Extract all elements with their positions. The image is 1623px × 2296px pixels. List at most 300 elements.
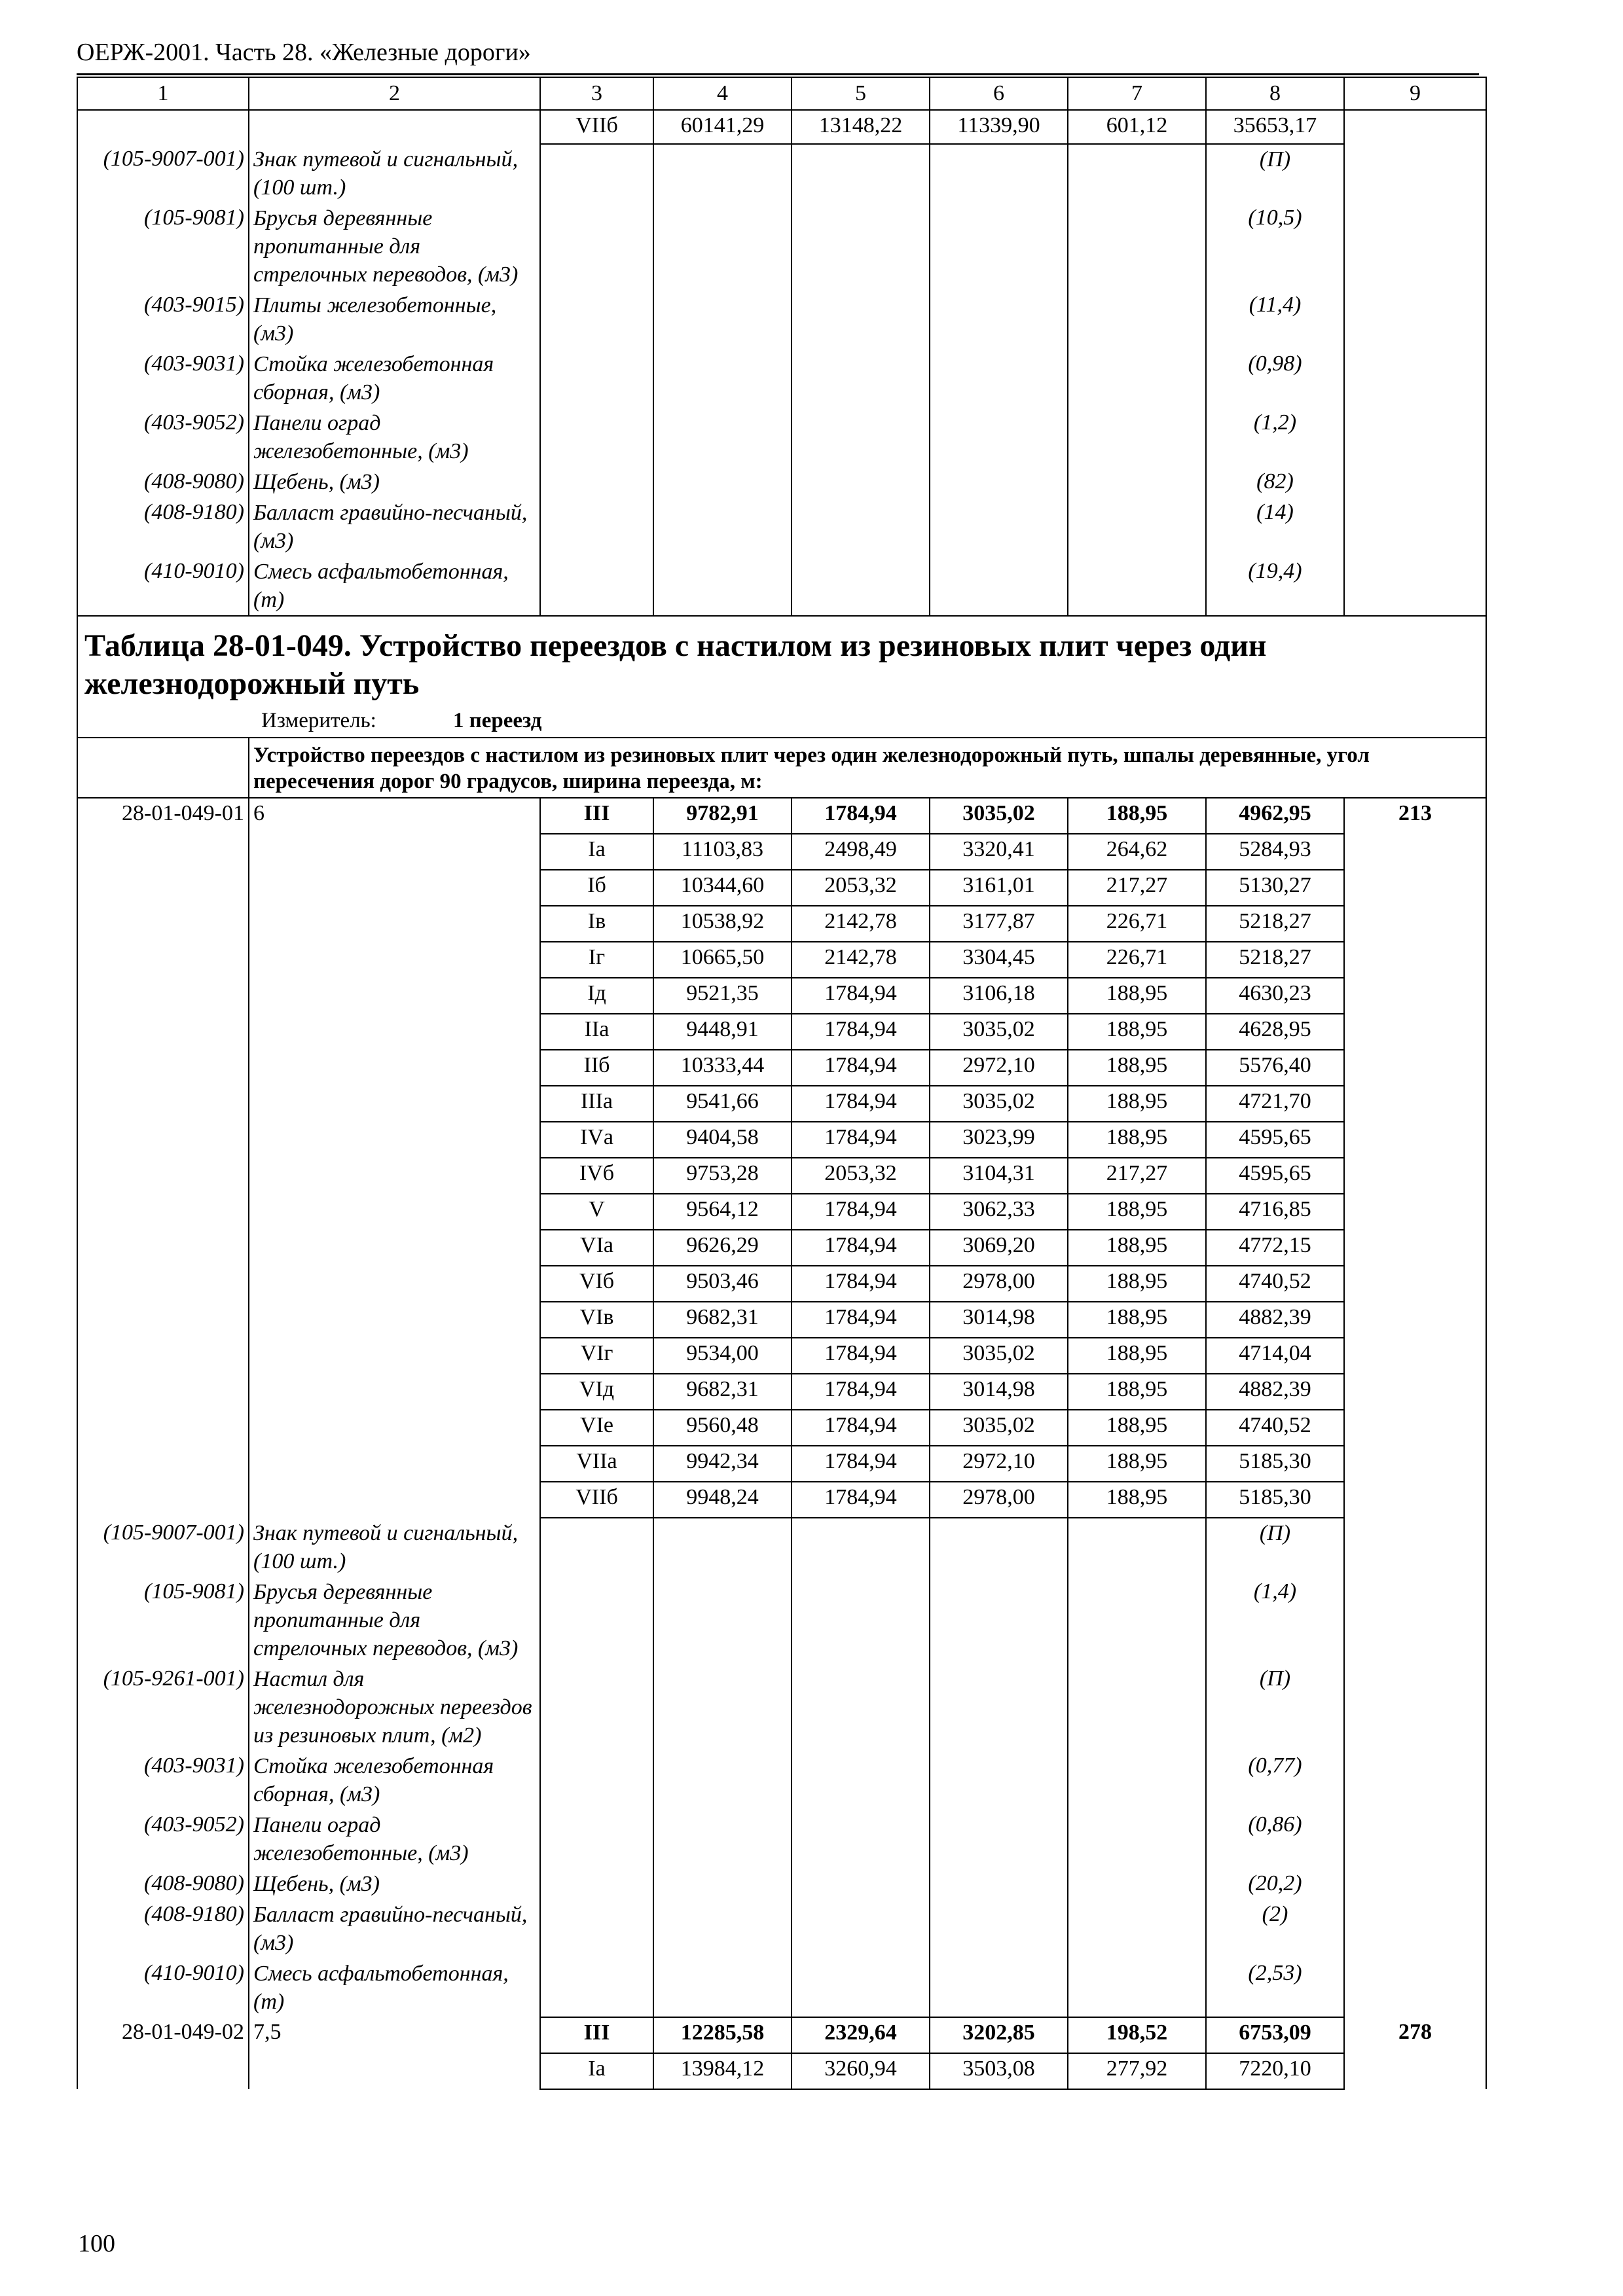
resource-code: (105-9007-001) xyxy=(77,144,249,203)
empty-cell xyxy=(77,2053,249,2089)
resource-row xyxy=(77,408,1486,467)
empty-cell xyxy=(1344,1869,1486,1899)
empty-cell xyxy=(1344,1899,1486,1958)
page-header: ОЕРЖ-2001. Часть 28. «Железные дороги» xyxy=(77,39,531,66)
labor-wages: 1784,94 xyxy=(792,1050,930,1086)
labor-hours: 278 xyxy=(1344,2017,1486,2053)
resource-quantity: (14) xyxy=(1206,497,1344,556)
machine-costs: 3035,02 xyxy=(930,1410,1068,1446)
labor-wages: 1784,94 xyxy=(792,1122,930,1158)
labor-wages: 1784,94 xyxy=(792,1230,930,1266)
resource-quantity: (0,77) xyxy=(1206,1751,1344,1810)
labor-wages: 1784,94 xyxy=(792,1266,930,1302)
direct-costs: 11103,83 xyxy=(653,834,792,870)
empty-cell xyxy=(930,497,1068,556)
labor-wages: 1784,94 xyxy=(792,1482,930,1518)
material-costs: 5218,27 xyxy=(1206,942,1344,978)
resource-name: Щебень, (м3) xyxy=(249,1869,540,1899)
direct-costs: 12285,58 xyxy=(653,2017,792,2053)
price-row xyxy=(77,2053,1486,2089)
empty-cell xyxy=(249,1410,540,1446)
resource-name: Стойка железобетонная сборная, (м3) xyxy=(249,349,540,408)
price-row xyxy=(77,1482,1486,1518)
empty-cell xyxy=(77,1266,249,1302)
direct-costs: 13984,12 xyxy=(653,2053,792,2089)
material-costs: 6753,09 xyxy=(1206,2017,1344,2053)
empty-cell xyxy=(540,1518,653,1577)
machinist-wages: 188,95 xyxy=(1068,1410,1206,1446)
empty-cell xyxy=(930,1869,1068,1899)
resource-row xyxy=(77,349,1486,408)
material-costs: 35653,17 xyxy=(1206,110,1344,144)
empty-cell xyxy=(1068,408,1206,467)
direct-costs: 9448,91 xyxy=(653,1014,792,1050)
machine-costs: 11339,90 xyxy=(930,110,1068,144)
empty-cell xyxy=(540,408,653,467)
machinist-wages: 188,95 xyxy=(1068,1122,1206,1158)
empty-cell xyxy=(1344,1751,1486,1810)
empty-cell xyxy=(1344,1577,1486,1664)
column-number: 4 xyxy=(653,77,792,110)
empty-cell xyxy=(930,1518,1068,1577)
resource-quantity: (82) xyxy=(1206,467,1344,497)
empty-cell xyxy=(1344,1230,1486,1266)
labor-wages: 2142,78 xyxy=(792,942,930,978)
material-costs: 5284,93 xyxy=(1206,834,1344,870)
empty-cell xyxy=(540,349,653,408)
empty-cell xyxy=(1068,349,1206,408)
empty-cell xyxy=(1344,978,1486,1014)
empty-cell xyxy=(249,978,540,1014)
empty-cell xyxy=(1344,1958,1486,2017)
labor-wages: 1784,94 xyxy=(792,1086,930,1122)
machinist-wages: 226,71 xyxy=(1068,942,1206,978)
labor-wages: 1784,94 xyxy=(792,1194,930,1230)
empty-cell xyxy=(930,144,1068,203)
machine-costs: 3106,18 xyxy=(930,978,1068,1014)
labor-wages: 1784,94 xyxy=(792,1410,930,1446)
empty-cell xyxy=(1068,1958,1206,2017)
empty-cell xyxy=(930,1958,1068,2017)
territorial-zone: V xyxy=(540,1194,653,1230)
empty-cell xyxy=(1344,1410,1486,1446)
machinist-wages: 188,95 xyxy=(1068,1374,1206,1410)
empty-cell xyxy=(249,870,540,906)
labor-wages: 1784,94 xyxy=(792,798,930,834)
empty-cell xyxy=(249,1374,540,1410)
table-title-block xyxy=(77,616,1486,738)
resource-row xyxy=(77,467,1486,497)
price-row xyxy=(77,2017,1486,2053)
territorial-zone: VIIб xyxy=(540,1482,653,1518)
empty-cell xyxy=(1344,110,1486,144)
direct-costs: 10333,44 xyxy=(653,1050,792,1086)
empty-cell xyxy=(792,1810,930,1869)
empty-cell xyxy=(1344,203,1486,290)
empty-cell xyxy=(1344,1158,1486,1194)
territorial-zone: VIг xyxy=(540,1338,653,1374)
empty-cell xyxy=(1344,1664,1486,1751)
empty-cell xyxy=(1344,1122,1486,1158)
price-row xyxy=(77,1158,1486,1194)
empty-cell xyxy=(653,497,792,556)
direct-costs: 9682,31 xyxy=(653,1302,792,1338)
empty-cell xyxy=(930,203,1068,290)
resource-name: Знак путевой и сигнальный, (100 шт.) xyxy=(249,144,540,203)
table-title: Таблица 28-01-049. Устройство переездов с настилом из резиновых плит через один железнодорожный путь xyxy=(84,628,1267,701)
price-row xyxy=(77,1338,1486,1374)
resource-row xyxy=(77,1810,1486,1869)
machinist-wages: 188,95 xyxy=(1068,1302,1206,1338)
price-row xyxy=(77,1446,1486,1482)
labor-wages: 2053,32 xyxy=(792,870,930,906)
empty-cell xyxy=(540,144,653,203)
empty-cell xyxy=(77,1086,249,1122)
machinist-wages: 188,95 xyxy=(1068,1230,1206,1266)
labor-wages: 1784,94 xyxy=(792,978,930,1014)
machinist-wages: 188,95 xyxy=(1068,1446,1206,1482)
direct-costs: 9942,34 xyxy=(653,1446,792,1482)
territorial-zone: VIд xyxy=(540,1374,653,1410)
territorial-zone: Iг xyxy=(540,942,653,978)
empty-cell xyxy=(792,497,930,556)
empty-cell xyxy=(1068,1810,1206,1869)
empty-cell xyxy=(792,1869,930,1899)
rate-code: 28-01-049-01 xyxy=(77,798,249,834)
machine-costs: 3035,02 xyxy=(930,1086,1068,1122)
empty-cell xyxy=(930,556,1068,616)
empty-cell xyxy=(77,1230,249,1266)
empty-cell xyxy=(1344,467,1486,497)
empty-cell xyxy=(792,349,930,408)
empty-cell xyxy=(77,870,249,906)
empty-cell xyxy=(1068,290,1206,349)
column-number: 9 xyxy=(1344,77,1486,110)
resource-code: (403-9031) xyxy=(77,349,249,408)
empty-cell xyxy=(1344,1302,1486,1338)
resource-code: (408-9080) xyxy=(77,467,249,497)
empty-cell xyxy=(77,834,249,870)
machinist-wages: 188,95 xyxy=(1068,1014,1206,1050)
resource-code: (105-9007-001) xyxy=(77,1518,249,1577)
empty-cell xyxy=(77,1194,249,1230)
empty-cell xyxy=(77,738,249,798)
machinist-wages: 198,52 xyxy=(1068,2017,1206,2053)
empty-cell xyxy=(653,467,792,497)
empty-cell xyxy=(653,1810,792,1869)
empty-cell xyxy=(792,1577,930,1664)
resource-quantity: (П) xyxy=(1206,1664,1344,1751)
empty-cell xyxy=(792,408,930,467)
resource-row xyxy=(77,1899,1486,1958)
resource-code: (410-9010) xyxy=(77,1958,249,2017)
territorial-zone: VIIб xyxy=(540,110,653,144)
machinist-wages: 188,95 xyxy=(1068,1266,1206,1302)
empty-cell xyxy=(792,467,930,497)
empty-cell xyxy=(77,1158,249,1194)
empty-cell xyxy=(792,1664,930,1751)
empty-cell xyxy=(249,1050,540,1086)
territorial-zone: IIб xyxy=(540,1050,653,1086)
territorial-zone: VIе xyxy=(540,1410,653,1446)
empty-cell xyxy=(792,1518,930,1577)
empty-cell xyxy=(1344,1446,1486,1482)
column-number: 6 xyxy=(930,77,1068,110)
empty-cell xyxy=(930,1577,1068,1664)
column-number: 3 xyxy=(540,77,653,110)
empty-cell xyxy=(930,349,1068,408)
machine-costs: 3304,45 xyxy=(930,942,1068,978)
resource-row xyxy=(77,290,1486,349)
price-row xyxy=(77,1194,1486,1230)
empty-cell xyxy=(1068,1577,1206,1664)
resource-quantity: (19,4) xyxy=(1206,556,1344,616)
resource-name: Балласт гравийно-песчаный, (м3) xyxy=(249,1899,540,1958)
machine-costs: 2978,00 xyxy=(930,1482,1068,1518)
machinist-wages: 601,12 xyxy=(1068,110,1206,144)
material-costs: 4772,15 xyxy=(1206,1230,1344,1266)
empty-cell xyxy=(77,1122,249,1158)
price-row xyxy=(77,1014,1486,1050)
price-row xyxy=(77,1086,1486,1122)
price-row xyxy=(77,798,1486,834)
empty-cell xyxy=(653,349,792,408)
material-costs: 4721,70 xyxy=(1206,1086,1344,1122)
machinist-wages: 277,92 xyxy=(1068,2053,1206,2089)
empty-cell xyxy=(1068,1751,1206,1810)
empty-cell xyxy=(1344,1266,1486,1302)
resource-row xyxy=(77,1958,1486,2017)
material-costs: 5576,40 xyxy=(1206,1050,1344,1086)
machinist-wages: 188,95 xyxy=(1068,798,1206,834)
territorial-zone: III xyxy=(540,2017,653,2053)
machine-costs: 3069,20 xyxy=(930,1230,1068,1266)
empty-cell xyxy=(1344,1374,1486,1410)
territorial-zone: IVб xyxy=(540,1158,653,1194)
machine-costs: 2972,10 xyxy=(930,1446,1068,1482)
empty-cell xyxy=(1344,1338,1486,1374)
empty-cell xyxy=(653,1869,792,1899)
material-costs: 5185,30 xyxy=(1206,1482,1344,1518)
empty-cell xyxy=(249,1446,540,1482)
empty-cell xyxy=(249,110,540,144)
material-costs: 4962,95 xyxy=(1206,798,1344,834)
empty-cell xyxy=(653,1899,792,1958)
resource-quantity: (10,5) xyxy=(1206,203,1344,290)
empty-cell xyxy=(1068,1664,1206,1751)
empty-cell xyxy=(1344,1518,1486,1577)
resource-row xyxy=(77,203,1486,290)
machine-costs: 3035,02 xyxy=(930,1338,1068,1374)
empty-cell xyxy=(77,1446,249,1482)
empty-cell xyxy=(930,290,1068,349)
machine-costs: 3035,02 xyxy=(930,1014,1068,1050)
territorial-zone: Iа xyxy=(540,2053,653,2089)
empty-cell xyxy=(249,1338,540,1374)
empty-cell xyxy=(1344,1050,1486,1086)
empty-cell xyxy=(249,1158,540,1194)
resource-row xyxy=(77,1751,1486,1810)
resource-code: (105-9081) xyxy=(77,203,249,290)
resource-quantity: (П) xyxy=(1206,144,1344,203)
territorial-zone: IIа xyxy=(540,1014,653,1050)
direct-costs: 9682,31 xyxy=(653,1374,792,1410)
material-costs: 4595,65 xyxy=(1206,1158,1344,1194)
labor-hours: 213 xyxy=(1344,798,1486,834)
empty-cell xyxy=(930,1751,1068,1810)
machine-costs: 3023,99 xyxy=(930,1122,1068,1158)
material-costs: 4630,23 xyxy=(1206,978,1344,1014)
machine-costs: 3104,31 xyxy=(930,1158,1068,1194)
column-number: 5 xyxy=(792,77,930,110)
rates-table xyxy=(77,77,1487,2090)
machine-costs: 3161,01 xyxy=(930,870,1068,906)
labor-wages: 1784,94 xyxy=(792,1014,930,1050)
empty-cell xyxy=(1344,144,1486,203)
empty-cell xyxy=(249,1230,540,1266)
empty-cell xyxy=(77,1482,249,1518)
rate-code: 28-01-049-02 xyxy=(77,2017,249,2053)
resource-row xyxy=(77,1518,1486,1577)
empty-cell xyxy=(1344,1014,1486,1050)
machine-costs: 3177,87 xyxy=(930,906,1068,942)
territorial-zone: IVа xyxy=(540,1122,653,1158)
empty-cell xyxy=(540,497,653,556)
resource-name: Панели оград железобетонные, (м3) xyxy=(249,1810,540,1869)
empty-cell xyxy=(1344,408,1486,467)
machinist-wages: 226,71 xyxy=(1068,906,1206,942)
empty-cell xyxy=(930,1899,1068,1958)
empty-cell xyxy=(77,942,249,978)
machinist-wages: 217,27 xyxy=(1068,1158,1206,1194)
empty-cell xyxy=(653,1577,792,1664)
resource-quantity: (2,53) xyxy=(1206,1958,1344,2017)
direct-costs: 10344,60 xyxy=(653,870,792,906)
price-row xyxy=(77,1410,1486,1446)
territorial-zone: VIа xyxy=(540,1230,653,1266)
resource-code: (408-9080) xyxy=(77,1869,249,1899)
material-costs: 4882,39 xyxy=(1206,1374,1344,1410)
empty-cell xyxy=(540,203,653,290)
direct-costs: 9560,48 xyxy=(653,1410,792,1446)
empty-cell xyxy=(792,556,930,616)
empty-cell xyxy=(653,1751,792,1810)
page-number: 100 xyxy=(78,2230,115,2257)
resource-name: Брусья деревянные пропитанные для стрелочных переводов, (м3) xyxy=(249,203,540,290)
empty-cell xyxy=(249,834,540,870)
direct-costs: 9782,91 xyxy=(653,798,792,834)
resource-quantity: (11,4) xyxy=(1206,290,1344,349)
resource-name: Смесь асфальтобетонная, (т) xyxy=(249,1958,540,2017)
empty-cell xyxy=(249,2053,540,2089)
machinist-wages: 188,95 xyxy=(1068,1050,1206,1086)
work-description: Устройство переездов с настилом из резиновых плит через один железнодорожный путь, шпалы деревянные, угол пересечения дорог 90 градусов, ширина переезда, м: xyxy=(249,738,1486,798)
machine-costs: 3035,02 xyxy=(930,798,1068,834)
empty-cell xyxy=(930,1810,1068,1869)
machinist-wages: 188,95 xyxy=(1068,978,1206,1014)
territorial-zone: VIв xyxy=(540,1302,653,1338)
resource-quantity: (П) xyxy=(1206,1518,1344,1577)
resource-row xyxy=(77,144,1486,203)
labor-wages: 1784,94 xyxy=(792,1446,930,1482)
price-row xyxy=(77,870,1486,906)
labor-wages: 2053,32 xyxy=(792,1158,930,1194)
machinist-wages: 188,95 xyxy=(1068,1482,1206,1518)
price-row xyxy=(77,1374,1486,1410)
empty-cell xyxy=(792,1899,930,1958)
empty-cell xyxy=(540,1664,653,1751)
empty-cell xyxy=(1068,467,1206,497)
direct-costs: 9534,00 xyxy=(653,1338,792,1374)
machine-costs: 3062,33 xyxy=(930,1194,1068,1230)
empty-cell xyxy=(653,1958,792,2017)
resource-code: (105-9081) xyxy=(77,1577,249,1664)
empty-cell xyxy=(653,556,792,616)
empty-cell xyxy=(1344,1482,1486,1518)
labor-wages: 1784,94 xyxy=(792,1302,930,1338)
table-title-row xyxy=(77,616,1486,738)
resource-name: Балласт гравийно-песчаный, (м3) xyxy=(249,497,540,556)
material-costs: 4595,65 xyxy=(1206,1122,1344,1158)
empty-cell xyxy=(653,1664,792,1751)
material-costs: 7220,10 xyxy=(1206,2053,1344,2089)
empty-cell xyxy=(77,978,249,1014)
empty-cell xyxy=(77,1338,249,1374)
resource-quantity: (20,2) xyxy=(1206,1869,1344,1899)
empty-cell xyxy=(540,1810,653,1869)
price-row xyxy=(77,834,1486,870)
labor-wages: 13148,22 xyxy=(792,110,930,144)
price-row xyxy=(77,1302,1486,1338)
column-number: 1 xyxy=(77,77,249,110)
resource-name: Панели оград железобетонные, (м3) xyxy=(249,408,540,467)
price-row xyxy=(77,1266,1486,1302)
resource-name: Щебень, (м3) xyxy=(249,467,540,497)
empty-cell xyxy=(1344,1086,1486,1122)
empty-cell xyxy=(1068,556,1206,616)
empty-cell xyxy=(77,1374,249,1410)
machine-costs: 3202,85 xyxy=(930,2017,1068,2053)
price-row xyxy=(77,942,1486,978)
empty-cell xyxy=(249,906,540,942)
empty-cell xyxy=(1068,144,1206,203)
empty-cell xyxy=(77,1302,249,1338)
empty-cell xyxy=(1344,497,1486,556)
empty-cell xyxy=(77,1014,249,1050)
resource-code: (408-9180) xyxy=(77,1899,249,1958)
material-costs: 5218,27 xyxy=(1206,906,1344,942)
resource-row xyxy=(77,497,1486,556)
resource-name: Настил для железнодорожных переездов из резиновых плит, (м2) xyxy=(249,1664,540,1751)
empty-cell xyxy=(77,110,249,144)
empty-cell xyxy=(1068,203,1206,290)
price-row xyxy=(77,1122,1486,1158)
empty-cell xyxy=(930,467,1068,497)
empty-cell xyxy=(540,290,653,349)
labor-wages: 3260,94 xyxy=(792,2053,930,2089)
material-costs: 4740,52 xyxy=(1206,1266,1344,1302)
resource-code: (408-9180) xyxy=(77,497,249,556)
resource-quantity: (1,4) xyxy=(1206,1577,1344,1664)
resource-code: (403-9015) xyxy=(77,290,249,349)
empty-cell xyxy=(540,1869,653,1899)
material-costs: 4716,85 xyxy=(1206,1194,1344,1230)
resource-row xyxy=(77,1577,1486,1664)
empty-cell xyxy=(653,290,792,349)
empty-cell xyxy=(1344,906,1486,942)
resource-row xyxy=(77,1869,1486,1899)
empty-cell xyxy=(249,1086,540,1122)
